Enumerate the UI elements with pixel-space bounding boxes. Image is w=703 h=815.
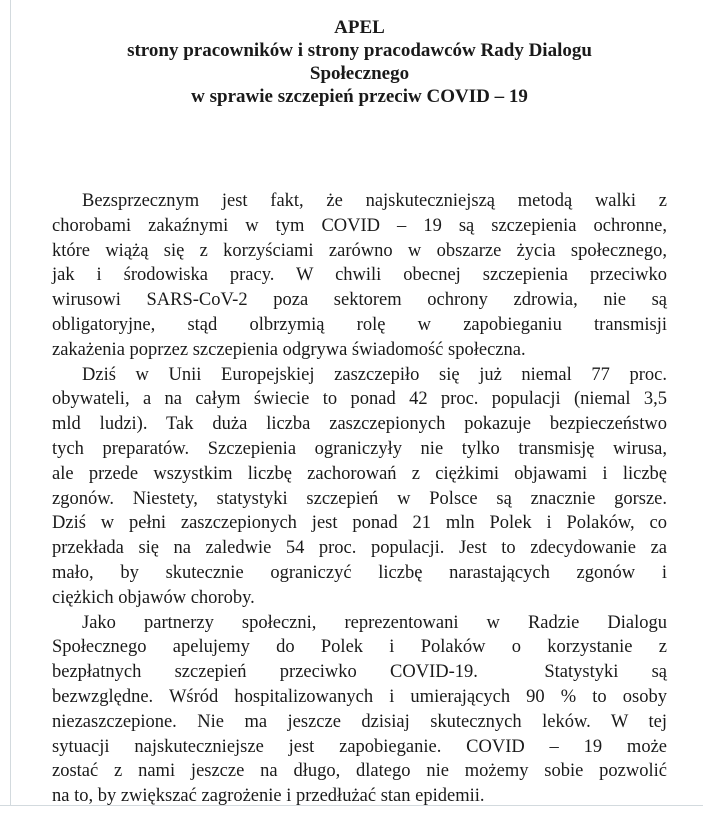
text-line: bezpłatnych szczepień przeciwko COVID-19. Statystyki są xyxy=(52,662,667,683)
document-title xyxy=(52,16,667,108)
text-line: ciężkich objawów choroby. xyxy=(52,587,255,608)
text-line: bezwzględne. Wśród hospitalizowanych i umierających 90 % to osoby xyxy=(52,686,667,707)
text-line: Bezsprzecznym jest fakt, że najskuteczniejszą metodą walki z xyxy=(82,191,667,211)
text-line: Dziś w Unii Europejskiej zaszczepiło się już niemal 77 proc. xyxy=(82,364,667,385)
paragraph xyxy=(52,189,667,363)
text-line: zostać z nami jeszcze na długo, dlatego nie możemy sobie pozwolić xyxy=(52,761,667,782)
text-line: Społecznego apelujemy do Polek i Polaków o korzystanie z xyxy=(52,637,667,658)
text-line: chorobami zakaźnymi w tym COVID – 19 są szczepienia ochronne, xyxy=(52,215,667,236)
text-line: tych preparatów. Szczepienia ograniczyły nie tylko transmisję wirusa, xyxy=(52,438,667,459)
paragraph xyxy=(52,611,667,805)
text-line: zakażenia poprzez szczepienia odgrywa świadomość społeczna. xyxy=(52,339,526,360)
text-line: przekłada się na zaledwie 54 proc. populacji. Jest to zdecydowanie za xyxy=(52,538,667,559)
page-edge-bottom xyxy=(0,805,703,806)
title-line-3: Społecznego xyxy=(309,63,410,84)
text-line: które wiążą się z korzyściami zarówno w obszarze życia społecznego, xyxy=(52,240,667,261)
document-body xyxy=(52,189,667,805)
text-line: jak i środowiska pracy. W chwili obecnej szczepienia przeciwko xyxy=(52,265,667,286)
text-line: mld ludzi). Tak duża liczba zaszczepionych pokazuje bezpieczeństwo xyxy=(52,414,667,435)
text-line: obywateli, a na całym świecie to ponad 42 proc. populacji (niemal 3,5 xyxy=(52,389,667,410)
text-line: sytuacji najskuteczniejsze jest zapobieganie. COVID – 19 może xyxy=(52,736,667,757)
text-line: obligatoryjne, stąd olbrzymią rolę w zapobieganiu transmisji xyxy=(52,314,667,335)
text-line: Jako partnerzy społeczni, reprezentowani w Radzie Dialogu xyxy=(82,612,667,633)
text-line: niezaszczepione. Nie ma jeszcze dzisiaj skutecznych leków. W tej xyxy=(52,711,667,732)
paragraph xyxy=(52,363,667,611)
text-line: wirusowi SARS-CoV-2 poza sektorem ochrony zdrowia, nie są xyxy=(52,290,667,311)
title-line-2: strony pracowników i strony pracodawców Rady Dialogu xyxy=(127,40,592,61)
text-line: Dziś w pełni zaszczepionych jest ponad 21 mln Polek i Polaków, co xyxy=(52,513,667,534)
title-line-1: APEL xyxy=(334,17,385,38)
text-line: na to, by zwiększać zagrożenie i przedłużać stan epidemii. xyxy=(52,786,485,805)
page-edge-left xyxy=(10,0,11,805)
text-line: zgonów. Niestety, statystyki szczepień w Polsce są znacznie gorsze. xyxy=(52,488,667,509)
title-line-4: w sprawie szczepień przeciw COVID – 19 xyxy=(191,86,528,107)
text-line: mało, by skutecznie ograniczyć liczbę narastających zgonów i xyxy=(52,562,667,583)
text-line: ale przede wszystkim liczbę zachorowań z ciężkimi objawami i liczbę xyxy=(52,463,667,484)
